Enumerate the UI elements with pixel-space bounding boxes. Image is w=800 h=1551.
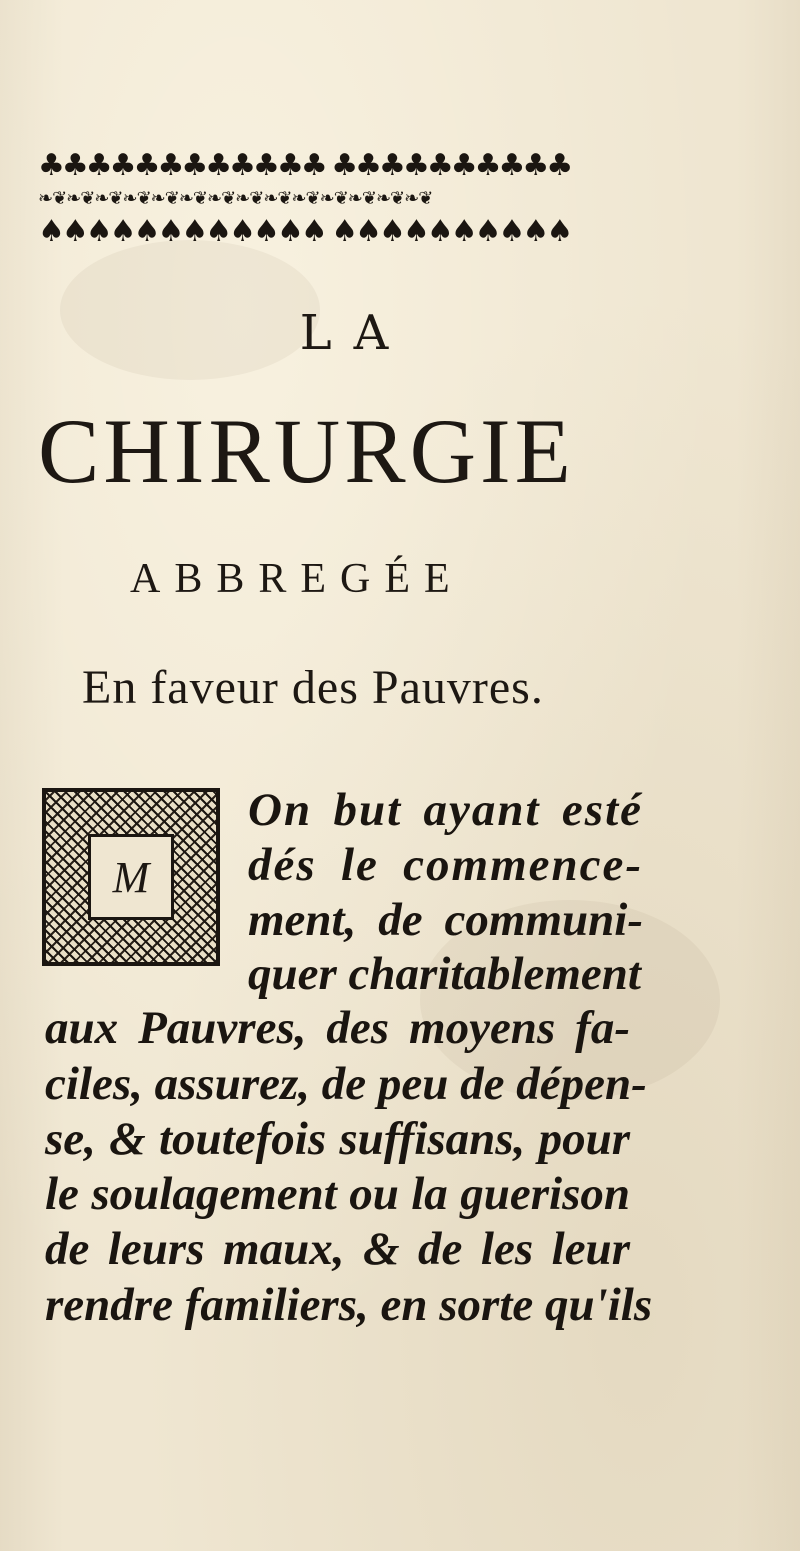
ornament-row: ❧❦❧❦❧❦❧❦❧❦❧❦❧❦❧❦❧❦❧❦❧❦❧❦❧❦❧❦ [38,188,433,209]
text-line: de leurs maux, & de les leur [45,1223,630,1275]
text-line: aux Pauvres, des moyens fa- [45,1002,630,1054]
text-line: quer charitablement [248,948,641,1000]
initial-letter: M [88,834,174,920]
page-title: CHIRURGIE [38,400,575,502]
title-article: LA [299,305,411,361]
text-line: ciles, assurez, de peu de dépen- [45,1058,647,1110]
page-subtitle: ABBREGÉE [130,556,464,602]
text-line: ment, de communi- [248,894,643,946]
text-line: se, & toutefois suffisans, pour [45,1113,630,1165]
ornament-row: ♠♠♠♠♠♠♠♠♠♠♠♠ ♠♠♠♠♠♠♠♠♠♠ [38,214,571,249]
text-line: rendre familiers, en sorte qu'ils [45,1279,653,1331]
ornament-row: ♣♣♣♣♣♣♣♣♣♣♣♣ ♣♣♣♣♣♣♣♣♣♣ [38,148,571,183]
dedication-line: En faveur des Pauvres. [82,661,544,714]
text-line: le soulagement ou la guerison [45,1168,630,1220]
text-line: dés le commence- [248,839,643,891]
text-line: On but ayant esté [248,784,643,836]
